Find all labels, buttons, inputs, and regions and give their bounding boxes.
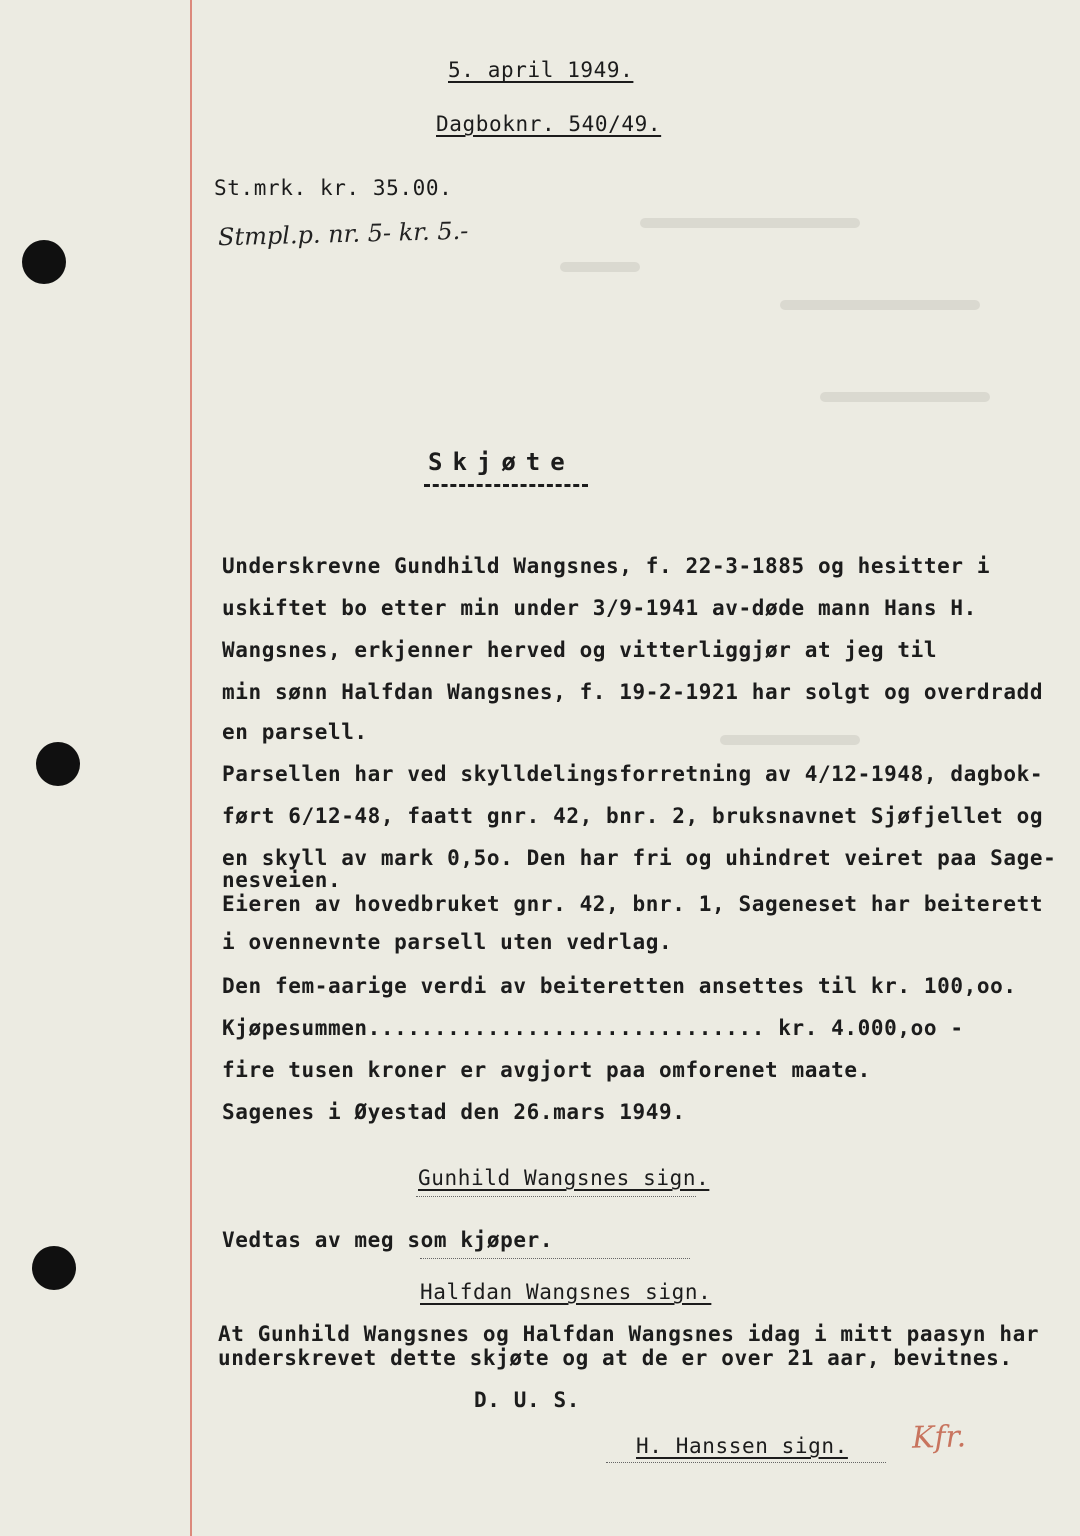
- body-line: uskiftet bo etter min under 3/9-1941 av-døde mann Hans H.: [222, 596, 977, 620]
- body-line: nesveien.: [222, 868, 342, 892]
- signature-line: [416, 1196, 696, 1197]
- bleed-through-mark: [640, 218, 860, 228]
- margin-rule: [190, 0, 192, 1536]
- witness-signature: H. Hanssen sign.: [636, 1434, 848, 1458]
- witness-text: At Gunhild Wangsnes og Halfdan Wangsnes idag i mitt paasyn har: [218, 1322, 1040, 1346]
- body-line: fire tusen kroner er avgjort paa omforenet maate.: [222, 1058, 871, 1082]
- document-title: Skjøte: [428, 448, 575, 476]
- body-line: Kjøpesummen.............................. kr. 4.000,oo -: [222, 1016, 964, 1040]
- stamp-fee: St.mrk. kr. 35.00.: [214, 176, 453, 200]
- body-line: min sønn Halfdan Wangsnes, f. 19-2-1921 har solgt og overdradd: [222, 680, 1044, 704]
- document-date: 5. april 1949.: [448, 58, 634, 82]
- punch-hole-top: [22, 240, 66, 284]
- dus-mark: D. U. S.: [474, 1388, 580, 1412]
- body-line: Underskrevne Gundhild Wangsnes, f. 22-3-1885 og hesitter i: [222, 554, 991, 578]
- body-line: en parsell.: [222, 720, 368, 744]
- body-line: ført 6/12-48, faatt gnr. 42, bnr. 2, bruksnavnet Sjøfjellet og: [222, 804, 1044, 828]
- handwritten-fee: Stmpl.p. nr. 5- kr. 5.-: [217, 216, 469, 252]
- acceptance-text: Vedtas av meg som kjøper.: [222, 1228, 554, 1252]
- body-line: i ovennevnte parsell uten vedrlag.: [222, 930, 673, 954]
- signature-line: [420, 1258, 690, 1259]
- body-line: Den fem-aarige verdi av beiteretten ansettes til kr. 100,oo.: [222, 974, 1017, 998]
- body-line: Parsellen har ved skylldelingsforretning av 4/12-1948, dagbok-: [222, 762, 1044, 786]
- title-underline: [424, 484, 588, 487]
- buyer-signature: Halfdan Wangsnes sign.: [420, 1280, 712, 1304]
- seller-signature: Gunhild Wangsnes sign.: [418, 1166, 710, 1190]
- body-line: en skyll av mark 0,5o. Den har fri og uhindret veiret paa Sage-: [222, 846, 1057, 870]
- signature-line: [606, 1462, 886, 1463]
- witness-text: underskrevet dette skjøte og at de er over 21 aar, bevitnes.: [218, 1346, 1013, 1370]
- bleed-through-mark: [720, 735, 860, 745]
- handwritten-initials: Kfr.: [911, 1419, 967, 1456]
- bleed-through-mark: [780, 300, 980, 310]
- punch-hole-middle: [36, 742, 80, 786]
- body-line: Sagenes i Øyestad den 26.mars 1949.: [222, 1100, 686, 1124]
- body-line: Wangsnes, erkjenner herved og vitterliggjør at jeg til: [222, 638, 938, 662]
- bleed-through-mark: [820, 392, 990, 402]
- body-line: Eieren av hovedbruket gnr. 42, bnr. 1, Sageneset har beiterett: [222, 892, 1044, 916]
- bleed-through-mark: [560, 262, 640, 272]
- punch-hole-bottom: [32, 1246, 76, 1290]
- journal-number: Dagboknr. 540/49.: [436, 112, 662, 136]
